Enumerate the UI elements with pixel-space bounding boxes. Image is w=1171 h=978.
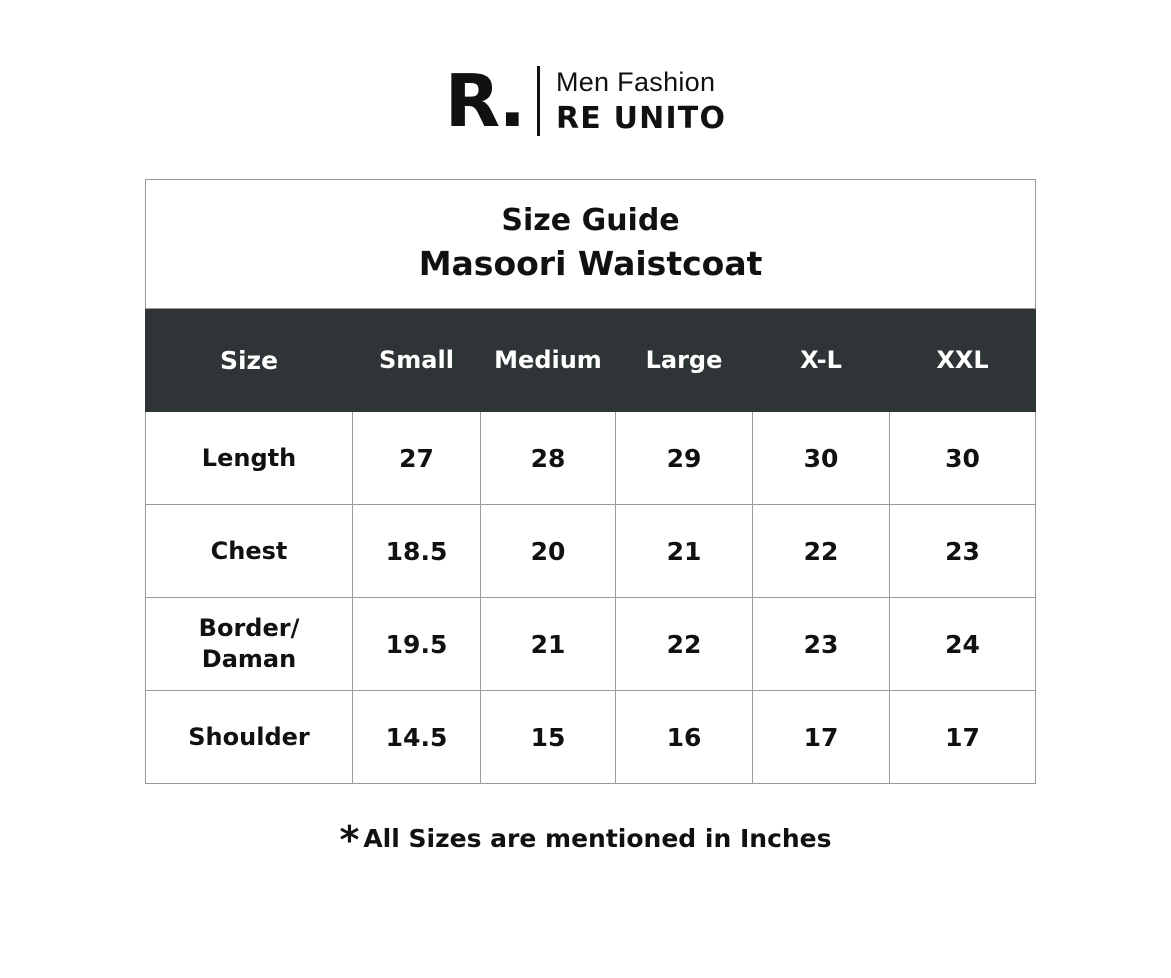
table-header-row xyxy=(146,309,1036,412)
cell-shoulder-medium: 15 xyxy=(481,691,616,784)
cell-border-large: 22 xyxy=(616,598,753,691)
cell-length-large: 29 xyxy=(616,412,753,505)
cell-shoulder-large: 16 xyxy=(616,691,753,784)
cell-border-medium: 21 xyxy=(481,598,616,691)
footnote-text: All Sizes are mentioned in Inches xyxy=(363,824,832,853)
cell-chest-medium: 20 xyxy=(481,505,616,598)
column-header-large: Large xyxy=(616,309,753,412)
brand-tagline: Men Fashion xyxy=(555,67,716,97)
row-label-length: Length xyxy=(146,412,353,505)
cell-border-xl: 23 xyxy=(753,598,890,691)
table-row xyxy=(146,598,1036,691)
cell-length-xxl: 30 xyxy=(890,412,1036,505)
row-label-border-daman-line2: Daman xyxy=(201,645,297,673)
brand-monogram: R. xyxy=(444,59,523,143)
row-label-shoulder: Shoulder xyxy=(146,691,353,784)
column-header-small: Small xyxy=(353,309,481,412)
row-label-border-daman-line1: Border/ xyxy=(198,614,300,642)
cell-border-xxl: 24 xyxy=(890,598,1036,691)
cell-length-xl: 30 xyxy=(753,412,890,505)
table-title-row xyxy=(146,180,1036,309)
column-header-size: Size xyxy=(146,309,353,412)
table-row xyxy=(146,691,1036,784)
asterisk-icon: * xyxy=(339,818,360,862)
cell-shoulder-small: 14.5 xyxy=(353,691,481,784)
table-row xyxy=(146,412,1036,505)
cell-chest-small: 18.5 xyxy=(353,505,481,598)
column-header-xl: X-L xyxy=(753,309,890,412)
cell-length-medium: 28 xyxy=(481,412,616,505)
brand-logo xyxy=(0,59,1171,143)
row-label-chest: Chest xyxy=(146,505,353,598)
brand-divider xyxy=(537,66,540,136)
brand-logo-inner xyxy=(444,59,727,143)
column-header-xxl: XXL xyxy=(890,309,1036,412)
cell-chest-xl: 22 xyxy=(753,505,890,598)
cell-shoulder-xl: 17 xyxy=(753,691,890,784)
size-guide-table-wrapper xyxy=(145,179,1035,784)
cell-border-small: 19.5 xyxy=(353,598,481,691)
cell-chest-xxl: 23 xyxy=(890,505,1036,598)
column-header-medium: Medium xyxy=(481,309,616,412)
page-subtitle: Masoori Waistcoat xyxy=(418,244,763,283)
brand-text-block xyxy=(556,62,726,140)
row-label-border-daman xyxy=(146,598,353,691)
page-title: Size Guide xyxy=(501,203,680,238)
brand-name: RE UNITO xyxy=(555,101,727,136)
cell-length-small: 27 xyxy=(353,412,481,505)
footnote xyxy=(0,818,1171,862)
cell-chest-large: 21 xyxy=(616,505,753,598)
table-title-cell xyxy=(146,180,1036,309)
cell-shoulder-xxl: 17 xyxy=(890,691,1036,784)
size-guide-table xyxy=(145,179,1036,784)
table-row xyxy=(146,505,1036,598)
